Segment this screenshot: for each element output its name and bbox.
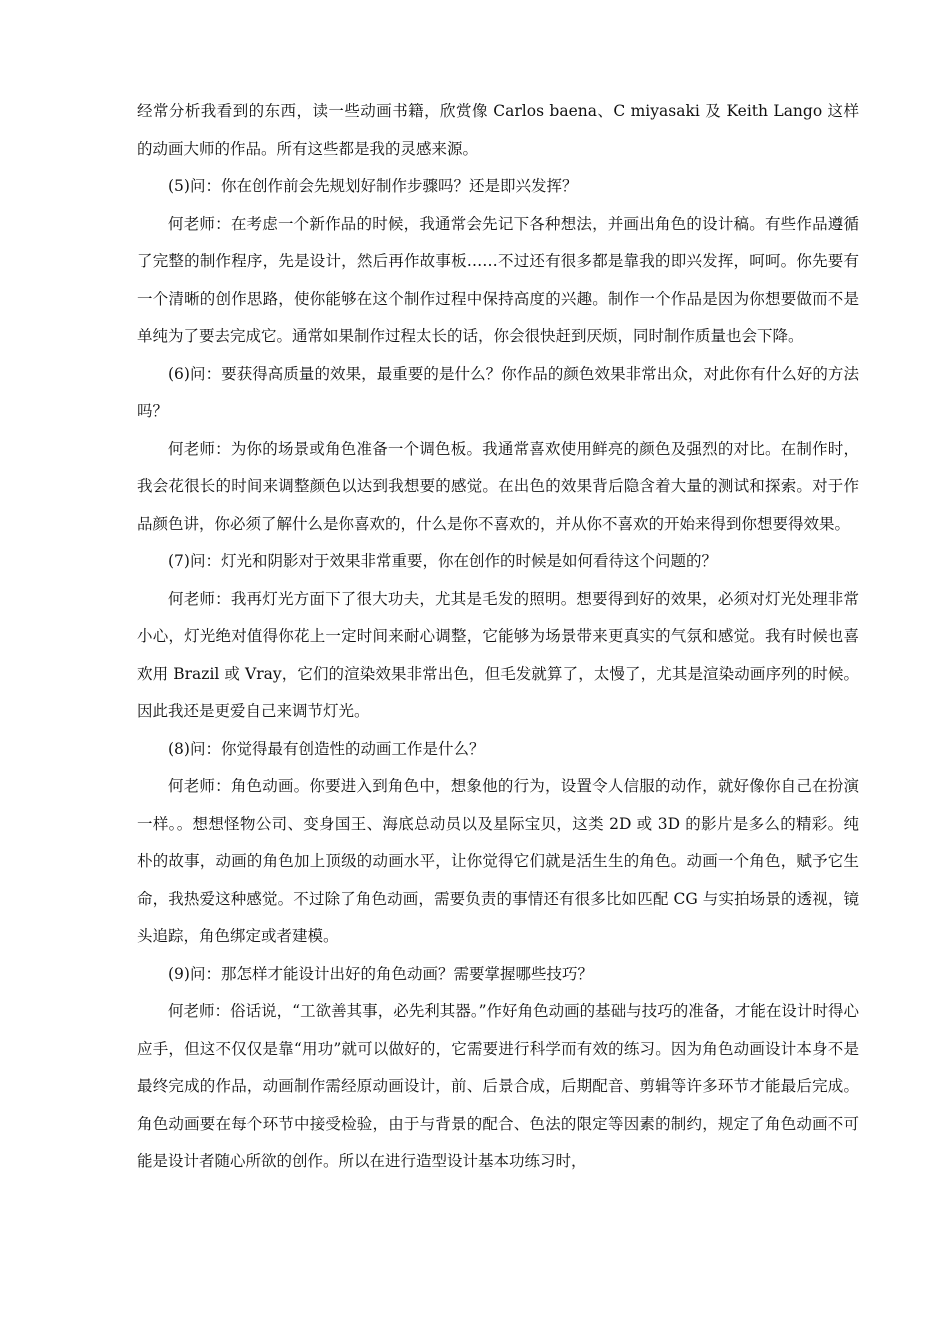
question-7: (7)问：灯光和阴影对于效果非常重要，你在创作的时候是如何看待这个问题的？ — [168, 552, 717, 570]
answer-8: 何老师：角色动画。你要进入到角色中，想象他的行为，设置令人信服的动作，就好像你自己在扮演一样。。想想怪物公司、变身国王、海底总动员以及星际宝贝，这类 2D 或 3D 的影片是多么的精彩。纯朴的故事，动画的角色加上顶级的动画水平，让你觉得它们就是活生生的角色。动画一个角色，赋予它生命，我热爱这种感觉。不过除了角色动画，需要负责的事情还有很多比如匹配 CG 与实拍场景的透视，镜头追踪，角色绑定或者建模。 — [137, 777, 859, 945]
question-5: (5)问：你在创作前会先规划好制作步骤吗？还是即兴发挥？ — [168, 177, 578, 195]
question-9: (9)问：那怎样才能设计出好的角色动画？需要掌握哪些技巧？ — [168, 964, 593, 983]
paragraph-continuation: 经常分析我看到的东西，读一些动画书籍，欣赏像 Carlos baena、C miyasaki 及 Keith Lango 这样的动画大师的作品。所有这些都是我的灵感来源。 — [137, 102, 859, 158]
question-8: (8)问：你觉得最有创造性的动画工作是什么？ — [168, 739, 485, 758]
answer-5: 何老师：在考虑一个新作品的时候，我通常会先记下各种想法，并画出角色的设计稿。有些作品遵循了完整的制作程序，先是设计，然后再作故事板……不过还有很多都是靠我的即兴发挥，呵呵。你先要有一个清晰的创作思路，使你能够在这个制作过程中保持高度的兴趣。制作一个作品是因为你想要做而不是单纯为了要去完成它。通常如果制作过程太长的话，你会很快赶到厌烦，同时制作质量也会下降。 — [137, 214, 859, 345]
document-body — [137, 93, 859, 1181]
answer-6: 何老师：为你的场景或角色准备一个调色板。我通常喜欢使用鲜亮的颜色及强烈的对比。在制作时，我会花很长的时间来调整颜色以达到我想要的感觉。在出色的效果背后隐含着大量的测试和探索。对于作品颜色讲，你必须了解什么是你喜欢的，什么是你不喜欢的，并从你不喜欢的开始来得到你想要得效果。 — [137, 439, 859, 533]
question-6: (6)问：要获得高质量的效果，最重要的是什么？你作品的颜色效果非常出众，对此你有什么好的方法吗？ — [137, 364, 859, 420]
answer-9: 何老师：俗话说，“工欲善其事，必先利其器。”作好角色动画的基础与技巧的准备，才能在设计时得心应手，但这不仅仅是靠“用功”就可以做好的，它需要进行科学而有效的练习。因为角色动画设计本身不是最终完成的作品，动画制作需经原动画设计，前、后景合成，后期配音、剪辑等许多环节才能最后完成。角色动画要在每个环节中接受检验，由于与背景的配合、色法的限定等因素的制约，规定了角色动画不可能是设计者随心所欲的创作。所以在进行造型设计基本功练习时， — [137, 1002, 859, 1170]
answer-7: 何老师：我再灯光方面下了很大功夫，尤其是毛发的照明。想要得到好的效果，必须对灯光处理非常小心，灯光绝对值得你花上一定时间来耐心调整，它能够为场景带来更真实的气氛和感觉。我有时候也喜欢用 Brazil 或 Vray，它们的渲染效果非常出色，但毛发就算了，太慢了，尤其是渲染动画序列的时候。因此我还是更爱自己来调节灯光。 — [137, 589, 859, 720]
